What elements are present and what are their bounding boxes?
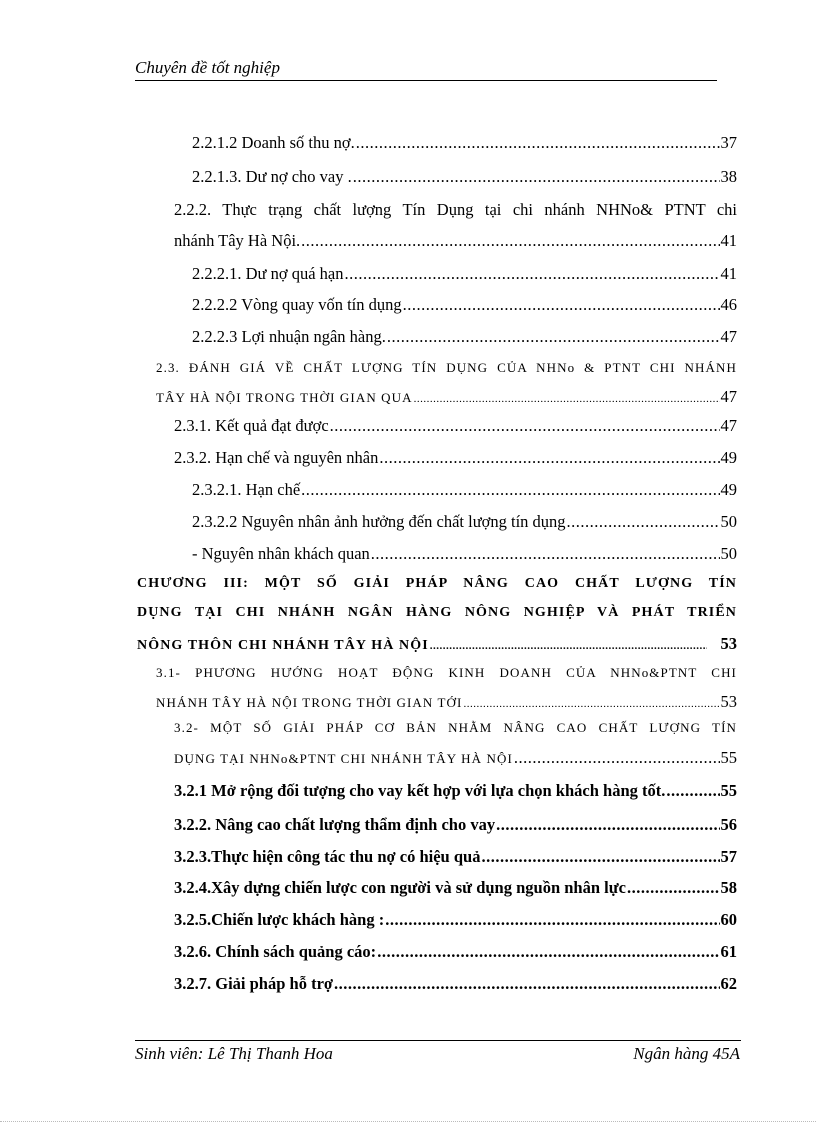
toc-leader — [387, 327, 720, 347]
toc-leader — [356, 133, 720, 153]
toc-leader — [666, 781, 719, 801]
toc-entry[interactable] — [174, 231, 737, 251]
toc-leader — [334, 974, 719, 994]
toc-entry-page: 37 — [720, 133, 737, 152]
toc-entry-text: 3.2.2. Nâng cao chất lượng thẩm định cho vay — [174, 815, 496, 834]
footer-student: Sinh viên: Lê Thị Thanh Hoa — [135, 1044, 333, 1063]
toc-entry-text: 3.2.6. Chính sách quảng cáo: — [174, 942, 377, 961]
toc-leader — [353, 167, 720, 187]
toc-entry-page: 60 — [720, 910, 737, 929]
toc-entry-line[interactable]: 2.3. ĐÁNH GIÁ VỀ CHẤT LƯỢNG TÍN DỤNG CỦA NHNo & PTNT CHI NHÁNH — [156, 360, 737, 375]
toc-entry[interactable] — [192, 295, 737, 315]
toc-entry[interactable] — [192, 512, 737, 532]
toc-entry[interactable] — [192, 327, 737, 347]
toc-entry-text: 2.2.1.2 Doanh số thu nợ. — [192, 133, 355, 152]
toc-entry[interactable] — [192, 167, 737, 187]
toc-entry-text: NÔNG THÔN CHI NHÁNH TÂY HÀ NỘI — [137, 638, 429, 653]
toc-entry-page: 53 — [720, 634, 737, 653]
toc-entry-text: nhánh Tây Hà Nội. — [174, 231, 301, 250]
toc-entry-text: 3.2.3.Thực hiện công tác thu nợ có hiệu quả — [174, 847, 481, 866]
toc-entry-text: 3.2.7. Giải pháp hỗ trợ — [174, 974, 334, 993]
toc-entry[interactable] — [192, 133, 737, 153]
toc-entry[interactable] — [156, 692, 737, 712]
toc-entry[interactable] — [174, 748, 737, 768]
toc-entry-text: 2.3.2. Hạn chế và nguyên nhân — [174, 448, 379, 467]
toc-entry-text: 2.2.1.3. Dư nợ cho vay . — [192, 167, 352, 186]
toc-leader — [377, 942, 719, 962]
toc-leader — [627, 878, 720, 898]
toc-leader — [567, 512, 720, 532]
toc-entry-text: 2.3.2.2 Nguyên nhân ảnh hưởng đến chất lượng tín dụng — [192, 512, 566, 531]
toc-leader — [463, 698, 719, 710]
toc-leader — [301, 231, 719, 251]
toc-entry-text: - Nguyên nhân khách quan — [192, 544, 370, 563]
toc-entry-text: DỤNG TẠI NHNo&PTNT CHI NHÁNH TÂY HÀ NỘI — [174, 751, 513, 766]
toc-entry[interactable] — [174, 815, 737, 835]
toc-entry-text: 2.2.2.2 Vòng quay vốn tín dụng — [192, 295, 402, 314]
toc-leader — [481, 847, 719, 867]
toc-leader — [301, 480, 719, 500]
toc-leader — [371, 544, 720, 564]
toc-entry[interactable] — [174, 910, 737, 930]
header-title: Chuyên đề tốt nghiệp — [135, 58, 280, 77]
page-edge — [0, 1121, 816, 1122]
toc-entry-page: 55 — [720, 748, 737, 767]
toc-entry-page: 47 — [720, 327, 737, 346]
toc-entry[interactable] — [192, 264, 737, 284]
toc-entry[interactable] — [192, 544, 737, 564]
toc-entry[interactable] — [174, 942, 737, 962]
toc-entry-text: 3.2.1 Mở rộng đối tượng cho vay kết hợp với lựa chọn khách hàng tốt. — [174, 781, 666, 800]
toc-entry-text: 2.2.2.3 Lợi nhuận ngân hàng. — [192, 327, 386, 346]
toc-leader — [430, 640, 707, 652]
toc-entry-page: 47 — [720, 387, 737, 406]
toc-leader — [514, 748, 720, 768]
toc-entry-page: 50 — [720, 544, 737, 563]
toc-entry-text: NHÁNH TÂY HÀ NỘI TRONG THỜI GIAN TỚI — [156, 695, 463, 710]
toc-chapter-line[interactable]: DỤNG TẠI CHI NHÁNH NGÂN HÀNG NÔNG NGHIỆP VÀ PHÁT TRIỂN — [137, 605, 737, 620]
toc-entry-page: 47 — [720, 416, 737, 435]
toc-entry[interactable] — [137, 634, 737, 654]
toc-chapter-line[interactable]: CHƯƠNG III: MỘT SỐ GIẢI PHÁP NÂNG CAO CHẤT LƯỢNG TÍN — [137, 576, 737, 591]
toc-leader — [344, 264, 719, 284]
toc-entry-page: 56 — [720, 815, 737, 834]
toc-entry-line[interactable]: 3.1- PHƯƠNG HƯỚNG HOẠT ĐỘNG KINH DOANH CỦA NHNo&PTNT CHI — [156, 665, 737, 680]
toc-entry[interactable] — [174, 416, 737, 436]
toc-entry-page: 41 — [720, 231, 737, 250]
toc-leader — [403, 295, 720, 315]
toc-entry-page: 57 — [720, 847, 737, 866]
toc-entry-text: 3.2.5.Chiến lược khách hàng : — [174, 910, 385, 929]
toc-entry[interactable] — [156, 387, 737, 407]
toc-entry-page: 53 — [720, 692, 737, 711]
toc-entry-page: 46 — [720, 295, 737, 314]
toc-entry-line[interactable]: 3.2- MỘT SỐ GIẢI PHÁP CƠ BẢN NHẰM NÂNG CAO CHẤT LƯỢNG TÍN — [174, 720, 737, 735]
toc-entry[interactable] — [192, 480, 737, 500]
toc-entry-page: 55 — [720, 781, 737, 800]
toc-entry-text: 2.3.2.1. Hạn chế — [192, 480, 301, 499]
toc-entry-page: 50 — [720, 512, 737, 531]
toc-entry-page: 62 — [720, 974, 737, 993]
toc-entry[interactable] — [174, 448, 737, 468]
toc-leader — [379, 448, 719, 468]
toc-leader — [385, 910, 719, 930]
toc-entry-page: 58 — [720, 878, 737, 897]
footer-class: Ngân hàng 45A — [633, 1044, 740, 1063]
toc-entry-text: 2.3.1. Kết quả đạt được — [174, 416, 329, 435]
toc-entry-page: 49 — [720, 448, 737, 467]
toc-leader — [496, 815, 719, 835]
toc-entry-text: 2.2.2.1. Dư nợ quá hạn — [192, 264, 344, 283]
toc-entry-page: 38 — [720, 167, 737, 186]
toc-entry-page: 61 — [720, 942, 737, 961]
footer-rule — [135, 1040, 741, 1041]
toc-entry-page: 41 — [720, 264, 737, 283]
toc-entry[interactable] — [174, 974, 737, 994]
toc-entry[interactable] — [174, 781, 737, 801]
toc-entry-page: 49 — [720, 480, 737, 499]
toc-entry-line[interactable]: 2.2.2. Thực trạng chất lượng Tín Dụng tại chi nhánh NHNo& PTNT chi — [174, 200, 737, 219]
toc-leader — [414, 393, 720, 405]
toc-entry-text: TÂY HÀ NỘI TRONG THỜI GIAN QUA — [156, 390, 413, 405]
toc-entry[interactable] — [174, 847, 737, 867]
toc-entry[interactable] — [174, 878, 737, 898]
toc-leader — [330, 416, 720, 436]
toc-entry-text: 3.2.4.Xây dựng chiến lược con người và sử dụng nguồn nhân lực — [174, 878, 626, 897]
